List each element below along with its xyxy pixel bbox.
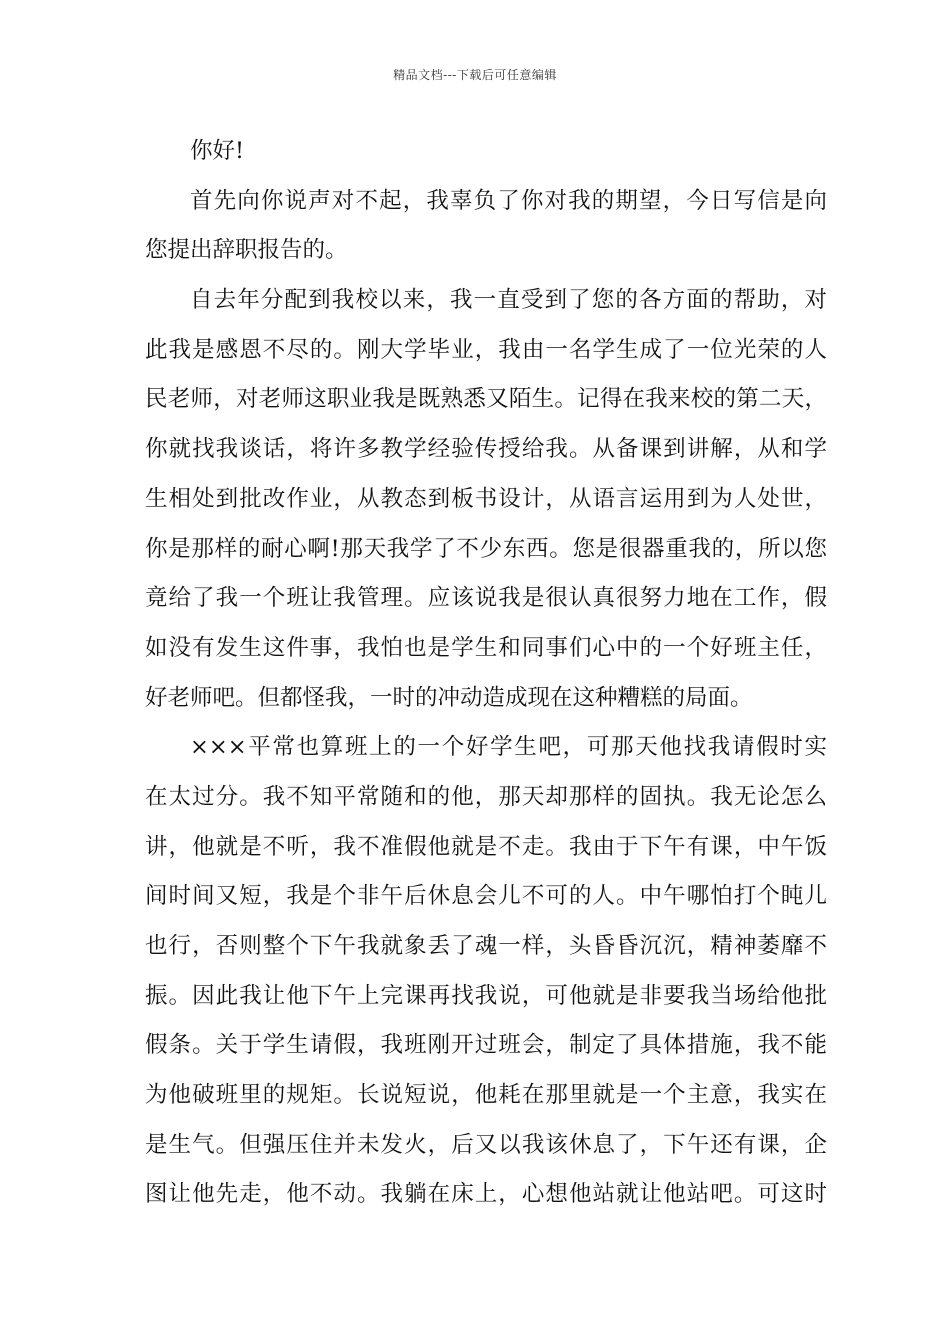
text-line: 假条。关于学生请假，我班刚开过班会，制定了具体措施，我不能 <box>145 1032 827 1059</box>
text-line: 你就找我谈话，将许多教学经验传授给我。从备课到讲解，从和学 <box>145 436 827 463</box>
text-line: 自去年分配到我校以来，我一直受到了您的各方面的帮助，对 <box>190 287 827 314</box>
text-line: 好老师吧。但都怪我，一时的冲动造成现在这种糟糕的局面。 <box>145 684 753 711</box>
text-line: 生相处到批改作业，从教态到板书设计，从语言运用到为人处世， <box>145 485 827 512</box>
greeting-line: 你好! <box>190 138 245 164</box>
text-line: 振。因此我让他下午上完课再找我说，可他就是非要我当场给他批 <box>145 982 827 1009</box>
text-line: 间时间又短，我是个非午后休息会儿不可的人。中午哪怕打个盹儿 <box>145 883 827 910</box>
text-line: 你是那样的耐心啊!那天我学了不少东西。您是很器重我的，所以您 <box>145 535 827 562</box>
text-line: 您提出辞职报告的。 <box>145 237 348 264</box>
letter-body <box>145 131 827 1224</box>
text-line: 如没有发生这件事，我怕也是学生和同事们心中的一个好班主任， <box>145 634 827 661</box>
text-line: 图让他先走，他不动。我躺在床上，心想他站就让他站吧。可这时 <box>145 1181 827 1208</box>
text-line: 民老师，对老师这职业我是既熟悉又陌生。记得在我来校的第二天， <box>145 386 827 413</box>
text-line: 是生气。但强压住并未发火，后又以我该休息了，下午还有课，企 <box>145 1131 827 1158</box>
text-line: ×××平常也算班上的一个好学生吧，可那天他找我请假时实 <box>190 734 827 761</box>
text-line: 竟给了我一个班让我管理。应该说我是很认真很努力地在工作，假 <box>145 585 827 612</box>
page-header: 精品文档---下载后可任意编辑 <box>393 68 557 82</box>
text-line: 也行，否则整个下午我就象丢了魂一样，头昏昏沉沉，精神萎靡不 <box>145 933 827 959</box>
text-line: 讲，他就是不听，我不准假他就是不走。我由于下午有课，中午饭 <box>145 833 827 860</box>
text-line: 此我是感恩不尽的。刚大学毕业，我由一名学生成了一位光荣的人 <box>145 336 827 363</box>
text-line: 为他破班里的规矩。长说短说，他耗在那里就是一个主意，我实在 <box>145 1082 827 1109</box>
text-line: 首先向你说声对不起，我辜负了你对我的期望，今日写信是向 <box>190 187 827 214</box>
text-line: 在太过分。我不知平常随和的他，那天却那样的固执。我无论怎么 <box>145 783 827 810</box>
